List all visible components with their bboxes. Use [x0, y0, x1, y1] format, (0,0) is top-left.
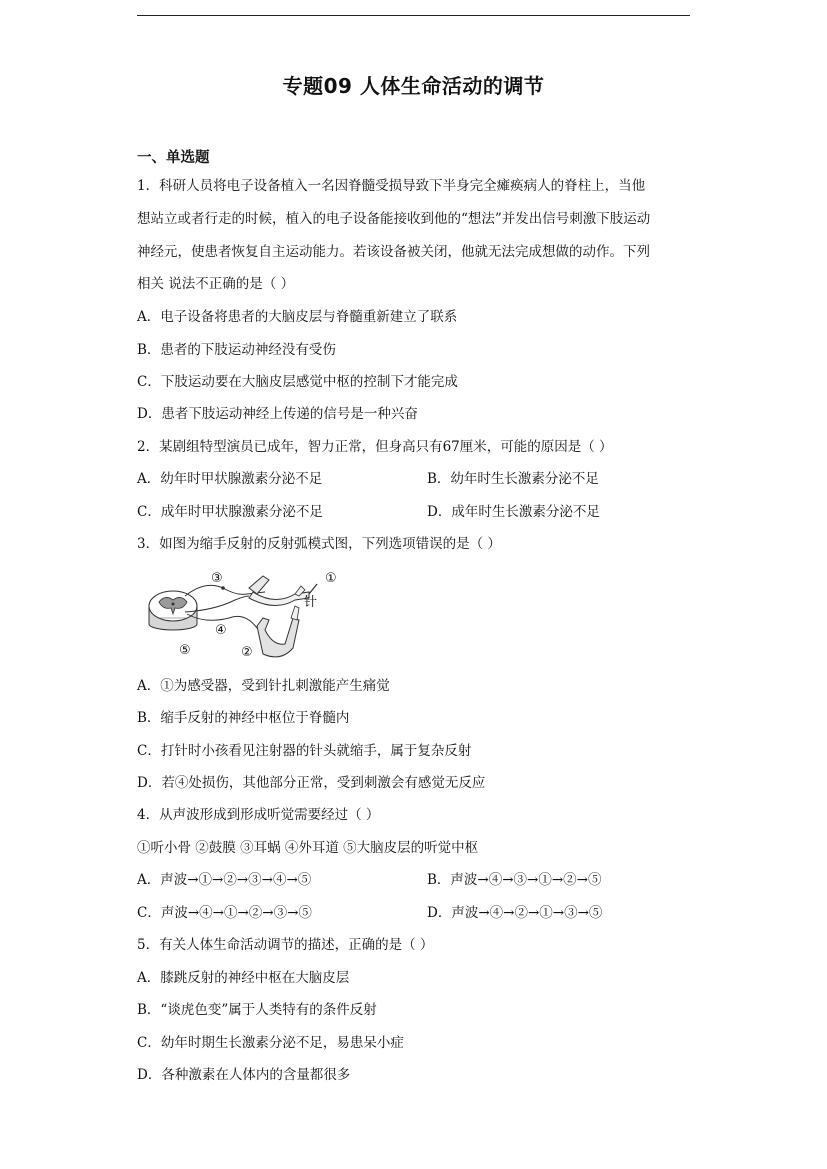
q4-stem: 4．从声波形成到形成听觉需要经过（ ） — [137, 807, 380, 823]
q1-stem-line-4: 相关 说法不正确的是（ ） — [137, 276, 295, 292]
q2-option-b: B．幼年时生长激素分泌不足 — [427, 471, 599, 487]
q3-option-d: D．若④处损伤，其他部分正常，受到刺激会有感觉无反应 — [137, 775, 486, 791]
q2-option-a: A．幼年时甲状腺激素分泌不足 — [137, 471, 323, 487]
arm-lower — [257, 606, 299, 657]
q3-option-a: A．①为感受器，受到针扎刺激能产生痛觉 — [137, 678, 390, 694]
q4-option-b: B．声波→④→③→①→②→⑤ — [427, 872, 602, 888]
label-needle: 针 — [304, 595, 318, 610]
q1-option-b: B．患者的下肢运动神经没有受伤 — [137, 342, 336, 358]
q5-option-d: D．各种激素在人体内的含量都很多 — [137, 1067, 351, 1083]
q2-stem: 2．某剧组特型演员已成年，智力正常，但身高只有67厘米，可能的原因是（ ） — [137, 439, 613, 455]
q5-option-c: C．幼年时期生长激素分泌不足，易患呆小症 — [137, 1035, 404, 1051]
q1-stem-line-1: 1．科研人员将电子设备植入一名因脊髓受损导致下半身完全瘫痪病人的脊柱上，当他 — [137, 178, 646, 194]
q1-stem-line-2: 想站立或者行走的时候，植入的电子设备能接收到他的“想法”并发出信号刺激下肢运动 — [137, 211, 651, 227]
q4-option-d: D．声波→④→②→①→③→⑤ — [427, 905, 603, 921]
spinal-cord — [149, 591, 197, 630]
label-2: ② — [241, 645, 253, 660]
q2-option-d: D．成年时生长激素分泌不足 — [427, 504, 600, 520]
q5-option-a: A．膝跳反射的神经中枢在大脑皮层 — [137, 970, 350, 986]
q5-option-b: B．“谈虎色变”属于人类特有的条件反射 — [137, 1002, 377, 1018]
q1-option-a: A．电子设备将患者的大脑皮层与脊髓重新建立了联系 — [137, 309, 458, 325]
q1-option-c: C．下肢运动要在大脑皮层感觉中枢的控制下才能完成 — [137, 374, 458, 390]
reflex-arc-diagram — [145, 566, 335, 662]
label-1: ① — [325, 571, 337, 586]
q3-option-c: C．打针时小孩看见注射器的针头就缩手，属于复杂反射 — [137, 743, 472, 759]
q3-stem: 3．如图为缩手反射的反射弧模式图，下列选项错误的是（ ） — [137, 536, 501, 552]
arm-upper — [249, 576, 309, 606]
section-heading: 一、单选题 — [137, 150, 210, 166]
q2-option-c: C．成年时甲状腺激素分泌不足 — [137, 504, 323, 520]
q4-option-c: C．声波→④→①→②→③→⑤ — [137, 905, 312, 921]
label-4: ④ — [215, 623, 227, 638]
q4-items: ①听小骨 ②鼓膜 ③耳蜗 ④外耳道 ⑤大脑皮层的听觉中枢 — [137, 840, 479, 856]
q3-option-b: B．缩手反射的神经中枢位于脊髓内 — [137, 710, 350, 726]
q4-option-a: A．声波→①→②→③→④→⑤ — [137, 872, 312, 888]
header-rule — [137, 15, 690, 16]
q1-stem-line-3: 神经元，使患者恢复自主运动能力。若该设备被关闭，他就无法完成想做的动作。下列 — [137, 244, 650, 260]
label-5: ⑤ — [179, 643, 191, 658]
needle-icon — [309, 584, 317, 594]
label-3: ③ — [211, 571, 223, 586]
q1-option-d: D．患者下肢运动神经上传递的信号是一种兴奋 — [137, 406, 418, 422]
document-title: 专题09 人体生命活动的调节 — [282, 74, 545, 98]
q5-stem: 5．有关人体生命活动调节的描述，正确的是（ ） — [137, 937, 434, 953]
